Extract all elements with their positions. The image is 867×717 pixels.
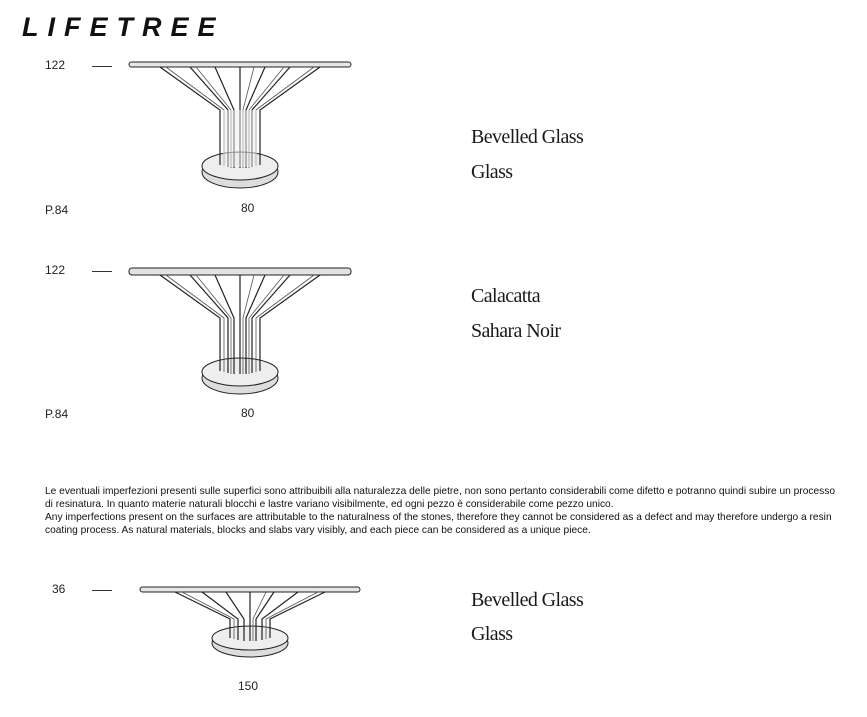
disclaimer-text — [45, 485, 845, 537]
material-option: Bevelled Glass — [471, 126, 584, 148]
table-drawing-low — [130, 583, 370, 663]
disclaimer-italian: Le eventuali imperfezioni presenti sulle superfici sono attribuibili alla naturalezza delle pietre, non sono pertanto considerabili come difetto e potranno quindi subire un processo di resinatura. In quanto materie naturali blocchi e lastre variano visibilmente, ed ogni pezzo è considerabile come pezzo unico. — [45, 486, 836, 510]
material-option: Glass — [471, 623, 513, 645]
material-option: Calacatta — [471, 285, 540, 307]
material-option: Bevelled Glass — [471, 589, 584, 611]
height-label: 122 — [45, 263, 66, 277]
dimension-dash — [92, 590, 112, 591]
material-option: Glass — [471, 161, 513, 183]
width-label: 80 — [241, 201, 255, 215]
width-label: 150 — [238, 679, 259, 693]
dimension-dash — [92, 66, 112, 67]
table-drawing-tall — [120, 58, 360, 193]
dimension-dash — [92, 271, 112, 272]
disclaimer-english: Any imperfections present on the surfaces are attributable to the naturalness of the stones, therefore they cannot be considered as a defect and may therefore undergo a resin coating process. As natural materials, blocks and slabs vary visibly, and each piece can be considered as a unique piece. — [45, 512, 832, 536]
brand-logo: LIFETREE — [22, 12, 225, 42]
page-reference: P.84 — [45, 407, 69, 421]
material-option: Sahara Noir — [471, 320, 561, 342]
height-label: 36 — [52, 582, 66, 596]
height-label: 122 — [45, 58, 66, 72]
page-reference: P.84 — [45, 203, 69, 217]
table-drawing-tall — [120, 264, 360, 399]
width-label: 80 — [241, 406, 255, 420]
